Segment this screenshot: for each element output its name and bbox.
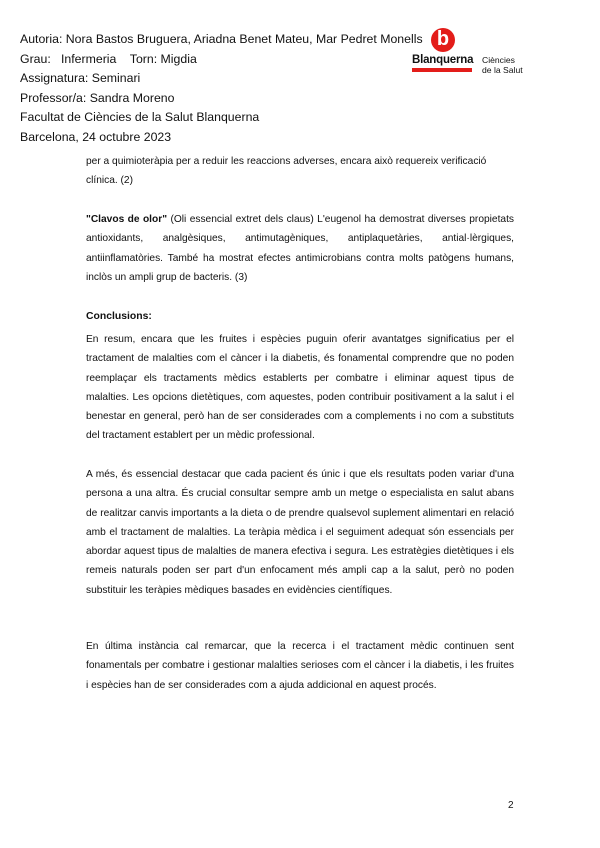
clavos-description: (Oli essencial extret dels claus) L'eugenol ha demostrat diverses propietats antioxidants, analgèsiques, antimutagèniques, antiplaquetàries, antial·lèrgiques, antiinflamatòries. També ha mostrat efectes antimicrobians contra molts patògens humans, inclòs un ampli grup de bacteris. (3) <box>86 214 514 283</box>
paragraph-chemo: per a quimioteràpia per a reduir les reaccions adverses, encara això requereix verificació clínica. (2) <box>86 156 487 187</box>
header-faculty: Facultat de Ciències de la Salut Blanquerna <box>20 110 260 125</box>
paragraph-conclusion-final: En última instància cal remarcar, que la recerca i el tractament mèdic continuen sent fonamentals per combatre i gestionar malalties serioses com el càncer i la diabetis, i les fruites i espècies han de ser considerades com a ajuda addicional en aquest procés. <box>86 641 514 691</box>
conclusions-heading: Conclusions: <box>86 311 152 322</box>
header-degree: Grau: Infermeria Torn: Migdia <box>20 51 197 66</box>
logo-sub-line1: Ciències <box>482 55 515 65</box>
blanquerna-logo-name: Blanquerna <box>412 54 474 66</box>
header-authors: Autoria: Nora Bastos Bruguera, Ariadna Benet Mateu, Mar Pedret Monells <box>20 32 423 46</box>
paragraph-clavos <box>86 210 514 287</box>
logo-sub-line2: de la Salut <box>482 65 523 75</box>
blanquerna-logo-subtitle <box>482 55 523 75</box>
header-professor: Professor/a: Sandra Moreno <box>20 90 175 105</box>
page-number: 2 <box>508 800 514 811</box>
blanquerna-logo <box>412 24 542 80</box>
paragraph-conclusion-summary: En resum, encara que les fruites i espècies puguin oferir avantatges significatius per el tractament de malalties com el càncer i la diabetis, és fonamental comprendre que no poden reemplaçar els tractaments mèdics establerts per combatre i eliminar aquest tipus de malalties. Les opcions dietètiques, com aquestes, poden contribuir positivament a la salut i el benestar en general, però han de ser considerades com a complements i no com a substituts del tractament establert per un mèdic professional. <box>86 334 514 442</box>
paragraph-conclusion-patient: A més, és essencial destacar que cada pacient és únic i que els resultats poden variar d'una persona a una altra. És crucial consultar sempre amb un metge o especialista en salut abans de realitzar canvis importants a la dieta o de prendre qualsevol suplement alimentari en relació amb el tractament de malalties. La teràpia mèdica i el seguiment adequat són essencials per abordar aquest tipus de malalties de manera efectiva i segura. Les estratègies dietètiques i els remeis naturals poden ser part d'un enfocament més ampli cap a la salut, però no poden substituir les teràpies mèdiques basades en evidències científiques. <box>86 469 514 596</box>
blanquerna-logo-bar <box>412 68 472 72</box>
blanquerna-logo-mark: b <box>431 28 455 52</box>
clavos-term: "Clavos de olor" <box>86 214 168 225</box>
document-header <box>20 30 423 148</box>
header-date: Barcelona, 24 octubre 2023 <box>20 129 172 144</box>
header-subject: Assignatura: Seminari <box>20 71 141 86</box>
